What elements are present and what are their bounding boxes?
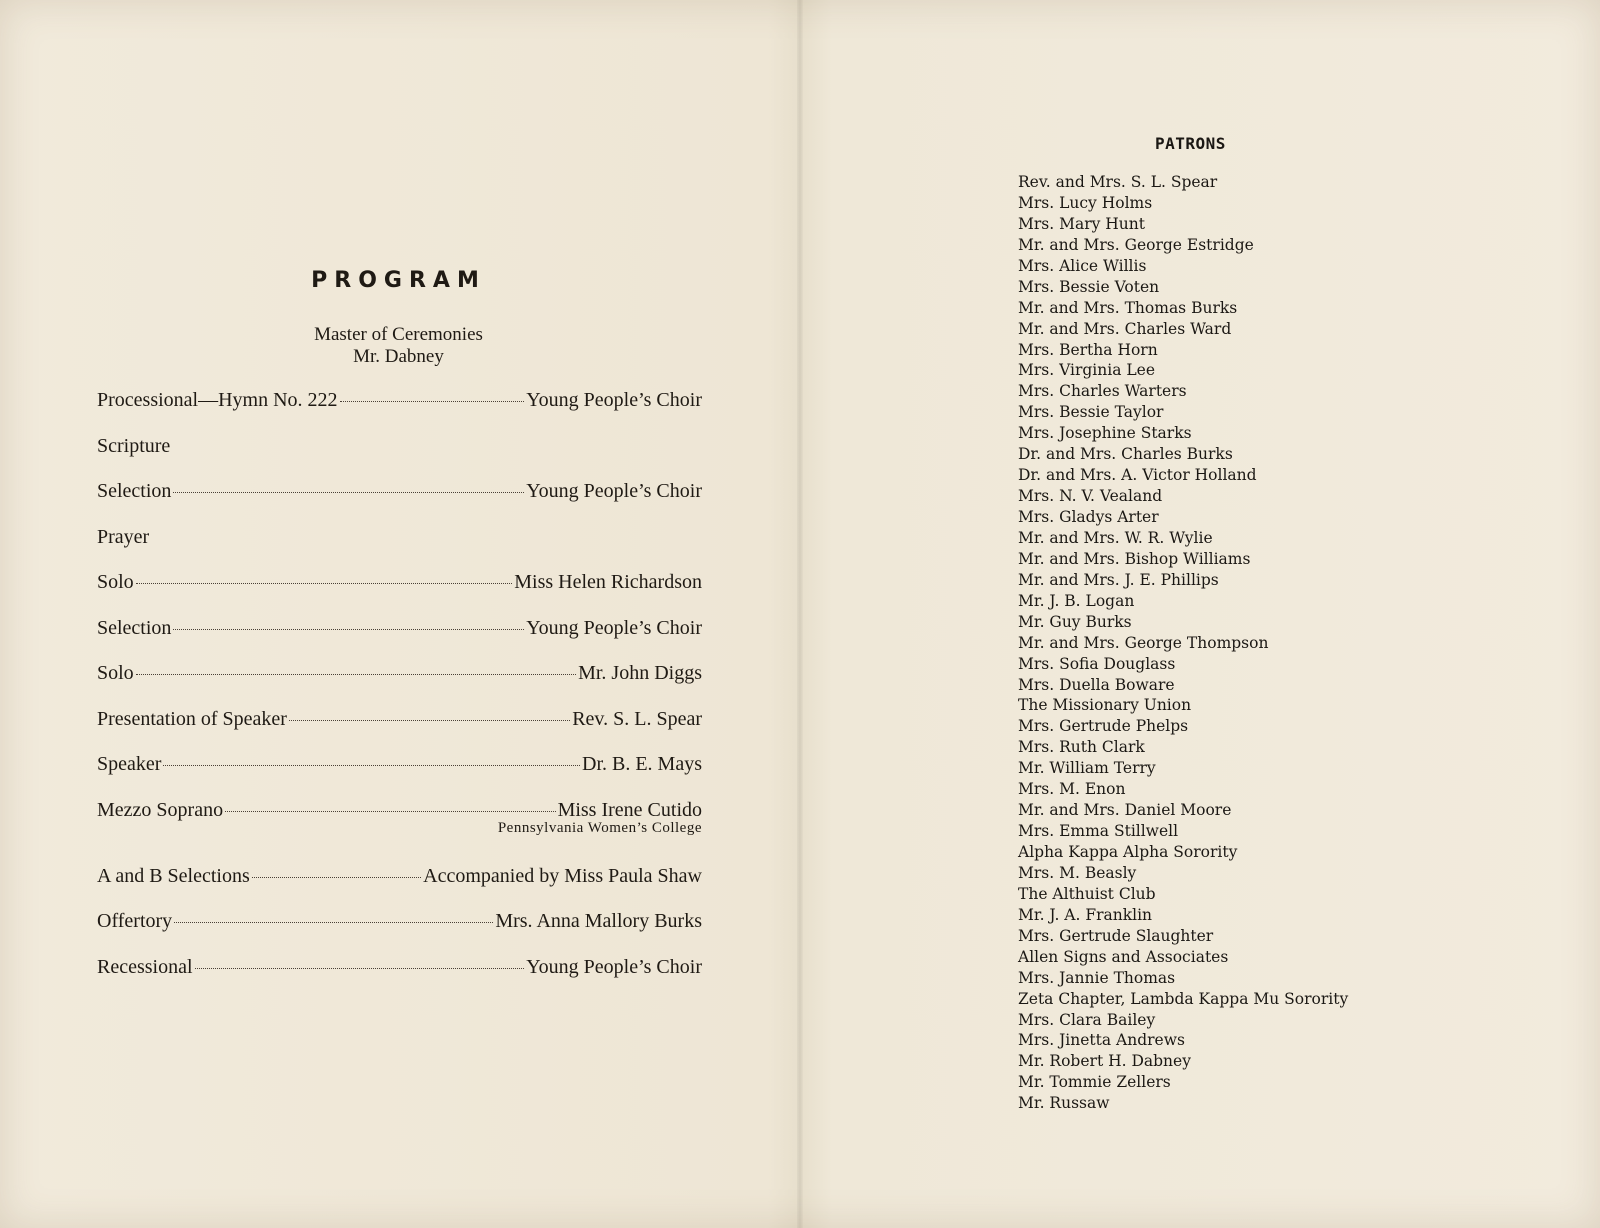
program-item-performer: Miss Irene Cutido bbox=[557, 798, 702, 821]
dot-leader bbox=[195, 968, 525, 969]
dot-leader bbox=[174, 922, 493, 923]
patron-name: The Althuist Club bbox=[1018, 884, 1156, 903]
dot-leader bbox=[173, 492, 524, 493]
patron-name: Mrs. M. Beasly bbox=[1018, 863, 1137, 882]
program-item-performer: Rev. S. L. Spear bbox=[572, 707, 702, 730]
patron-name: Mrs. Charles Warters bbox=[1018, 382, 1187, 401]
program-item bbox=[97, 570, 702, 616]
program-item bbox=[97, 707, 702, 753]
program-item bbox=[97, 955, 702, 1001]
patrons-list bbox=[1018, 172, 1348, 1114]
patrons-title: PATRONS bbox=[1155, 134, 1226, 153]
patron-name: Mr. and Mrs. Thomas Burks bbox=[1018, 298, 1238, 317]
patron-name: Mr. and Mrs. Bishop Williams bbox=[1018, 549, 1251, 568]
program-item-performer: Young People’s Choir bbox=[526, 389, 702, 411]
dot-leader bbox=[289, 720, 570, 721]
program-item-label: Solo bbox=[97, 662, 134, 684]
patron-name: Mrs. Alice Willis bbox=[1018, 256, 1147, 275]
program-page bbox=[0, 0, 797, 1228]
program-item-performer: Young People’s Choir bbox=[526, 616, 702, 639]
patron-name: Mr. Russaw bbox=[1018, 1094, 1110, 1113]
patron-name: Mr. Guy Burks bbox=[1018, 612, 1132, 631]
patron-name: Mr. J. A. Franklin bbox=[1018, 905, 1153, 924]
patron-name: Mrs. Emma Stillwell bbox=[1018, 822, 1179, 841]
program-item-label: Presentation of Speaker bbox=[97, 707, 287, 730]
patron-name: Mrs. Jannie Thomas bbox=[1018, 968, 1176, 987]
patron-name: Mrs. Bessie Taylor bbox=[1018, 403, 1164, 422]
dot-leader bbox=[136, 674, 576, 675]
dot-leader bbox=[163, 765, 580, 766]
program-item-performer: Accompanied by Miss Paula Shaw bbox=[423, 864, 702, 887]
patron-name: Dr. and Mrs. A. Victor Holland bbox=[1018, 466, 1257, 485]
program-item-label: Scripture bbox=[97, 434, 171, 457]
program-item-label: Mezzo Soprano bbox=[97, 798, 224, 821]
patron-name: Dr. and Mrs. Charles Burks bbox=[1018, 445, 1233, 464]
patron-name: Mrs. Gertrude Slaughter bbox=[1018, 926, 1214, 945]
patron-name: Alpha Kappa Alpha Sorority bbox=[1018, 843, 1238, 861]
program-item bbox=[97, 798, 702, 864]
program-item-label: A and B Selections bbox=[97, 864, 250, 887]
program-item-performer: Mr. John Diggs bbox=[578, 662, 702, 684]
program-item-label: Speaker bbox=[97, 753, 162, 775]
patron-name: Mr. William Terry bbox=[1018, 759, 1156, 778]
program-item-performer: Miss Helen Richardson bbox=[514, 571, 702, 593]
patron-name: Mrs. Duella Boware bbox=[1018, 675, 1175, 694]
patron-name: Rev. and Mrs. S. L. Spear bbox=[1018, 173, 1218, 191]
program-item bbox=[97, 388, 702, 434]
dot-leader bbox=[173, 629, 524, 630]
program-list bbox=[97, 388, 702, 1000]
patron-name: Mr. and Mrs. W. R. Wylie bbox=[1018, 528, 1213, 547]
program-item-affiliation: Pennsylvania Women’s College bbox=[497, 819, 702, 836]
program-title: PROGRAM bbox=[311, 268, 486, 293]
program-item-label: Selection bbox=[97, 480, 172, 502]
patron-name: Mrs. N. V. Vealand bbox=[1018, 487, 1163, 506]
program-item-performer: Mrs. Anna Mallory Burks bbox=[495, 910, 702, 932]
patron-name: Mrs. Bessie Voten bbox=[1018, 277, 1160, 296]
mc-label: Master of Ceremonies bbox=[314, 324, 483, 345]
master-of-ceremonies bbox=[0, 324, 797, 368]
patron-name: Mrs. Lucy Holms bbox=[1018, 193, 1153, 212]
patron-name: Mr. and Mrs. George Thompson bbox=[1018, 633, 1269, 652]
patron-name: Mr. and Mrs. J. E. Phillips bbox=[1018, 570, 1219, 589]
patron-name: Mr. Robert H. Dabney bbox=[1018, 1052, 1191, 1071]
dot-leader bbox=[340, 401, 525, 402]
patron-name: Mrs. Virginia Lee bbox=[1018, 361, 1156, 380]
dot-leader bbox=[252, 877, 421, 878]
program-item-label: Solo bbox=[97, 571, 134, 593]
program-item-label: Processional—Hymn No. 222 bbox=[97, 389, 338, 411]
dot-leader bbox=[225, 811, 555, 812]
dot-leader bbox=[136, 583, 513, 584]
patron-name: The Missionary Union bbox=[1018, 696, 1192, 715]
patron-name: Mrs. Gladys Arter bbox=[1018, 508, 1159, 526]
program-item-performer: Dr. B. E. Mays bbox=[582, 753, 702, 775]
patron-name: Mr. and Mrs. Daniel Moore bbox=[1018, 801, 1232, 820]
patron-name: Zeta Chapter, Lambda Kappa Mu Sorority bbox=[1018, 989, 1349, 1008]
program-item-label: Selection bbox=[97, 616, 172, 639]
program-item bbox=[97, 752, 702, 798]
patron-name: Mrs. Bertha Horn bbox=[1018, 340, 1158, 359]
patron-name: Mrs. Gertrude Phelps bbox=[1018, 717, 1189, 736]
mc-name: Mr. Dabney bbox=[353, 346, 444, 367]
patron-name: Mrs. Mary Hunt bbox=[1018, 214, 1146, 233]
patrons-page bbox=[803, 0, 1600, 1228]
patron-name: Mr. and Mrs. George Estridge bbox=[1018, 235, 1254, 254]
patron-name: Mrs. Sofia Douglass bbox=[1018, 654, 1176, 673]
patron-name: Mr. and Mrs. Charles Ward bbox=[1018, 319, 1232, 338]
patron-name: Allen Signs and Associates bbox=[1018, 947, 1229, 966]
program-item-label: Offertory bbox=[97, 910, 173, 932]
program-item bbox=[97, 909, 702, 955]
program-item bbox=[97, 525, 702, 571]
program-item bbox=[97, 616, 702, 662]
program-item bbox=[97, 661, 702, 707]
program-item-label: Recessional bbox=[97, 955, 193, 978]
patron-name: Mrs. Josephine Starks bbox=[1018, 424, 1192, 443]
program-item bbox=[97, 434, 702, 480]
program-item bbox=[97, 479, 702, 525]
program-item-performer: Young People’s Choir bbox=[526, 480, 702, 502]
patron-name: Mrs. Jinetta Andrews bbox=[1018, 1031, 1185, 1050]
patron-name: Mr. J. B. Logan bbox=[1018, 591, 1135, 610]
patron-name: Mrs. Clara Bailey bbox=[1018, 1010, 1156, 1029]
program-item-label: Prayer bbox=[97, 525, 150, 548]
program-item-performer: Young People’s Choir bbox=[526, 955, 702, 978]
program-item bbox=[97, 864, 702, 910]
patron-name: Mrs. M. Enon bbox=[1018, 780, 1126, 799]
patron-name: Mrs. Ruth Clark bbox=[1018, 738, 1145, 757]
patron-name: Mr. Tommie Zellers bbox=[1018, 1073, 1171, 1092]
